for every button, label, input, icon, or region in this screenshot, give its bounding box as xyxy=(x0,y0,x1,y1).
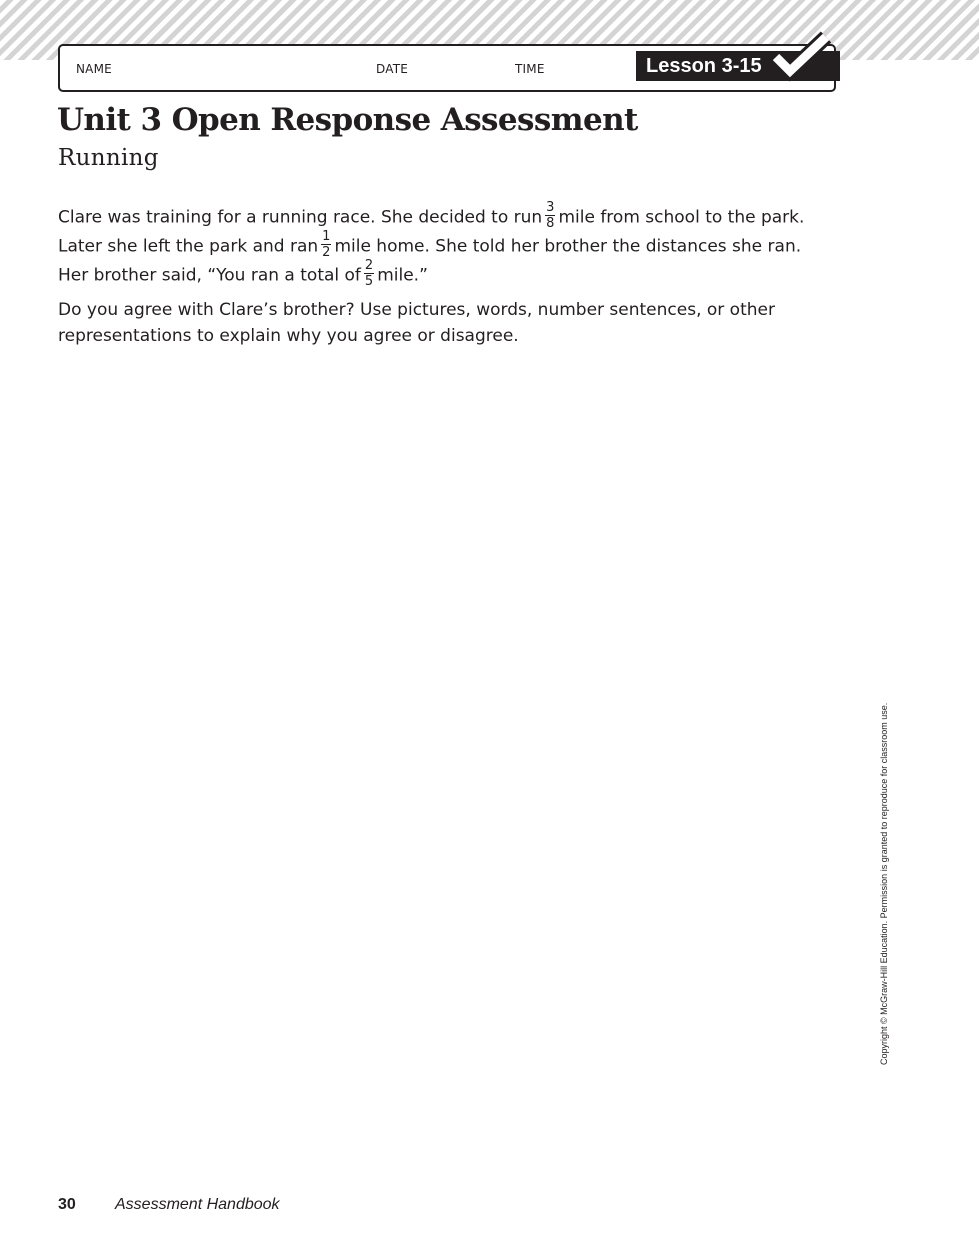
fraction-numerator: 1 xyxy=(322,229,331,244)
fraction-numerator: 2 xyxy=(364,258,374,273)
fraction-three-eighths xyxy=(545,201,555,230)
lesson-badge: Lesson 3-15 xyxy=(636,51,840,81)
book-title: Assessment Handbook xyxy=(115,1196,280,1213)
prompt-line: representations to explain why you agree or disagree. xyxy=(58,325,519,346)
problem-text: mile from school to the park. xyxy=(558,207,805,228)
problem-line xyxy=(58,229,818,261)
fraction-one-half xyxy=(321,230,331,259)
copyright-notice: Copyright © McGraw-Hill Education. Permission is granted to reproduce for classroom use. xyxy=(879,702,889,1065)
problem-text: mile.” xyxy=(377,265,428,286)
problem-text: Her brother said, “You ran a total of xyxy=(58,265,361,286)
page-title: Unit 3 Open Response Assessment xyxy=(57,102,638,138)
page-subtitle: Running xyxy=(58,145,159,171)
fraction-two-fifths xyxy=(364,259,374,288)
prompt-line: Do you agree with Clare’s brother? Use pictures, words, number sentences, or other xyxy=(58,300,775,320)
problem-line xyxy=(58,258,818,290)
fraction-denominator: 2 xyxy=(322,245,331,260)
problem-text: mile home. She told her brother the distances she ran. xyxy=(334,236,802,257)
page-number: 30 xyxy=(58,1196,76,1213)
checkmark-icon xyxy=(770,31,836,83)
fraction-denominator: 8 xyxy=(546,216,555,231)
date-label: DATE xyxy=(376,62,409,76)
fraction-denominator: 5 xyxy=(364,274,374,289)
prompt-paragraph xyxy=(58,298,818,349)
problem-text: Clare was training for a running race. She decided to run xyxy=(58,207,543,228)
problem-line xyxy=(58,200,818,232)
problem-text: Later she left the park and ran xyxy=(58,236,319,257)
time-label: TIME xyxy=(515,62,545,76)
problem-paragraph xyxy=(58,200,818,290)
fraction-numerator: 3 xyxy=(546,200,555,215)
name-label: NAME xyxy=(76,62,112,76)
